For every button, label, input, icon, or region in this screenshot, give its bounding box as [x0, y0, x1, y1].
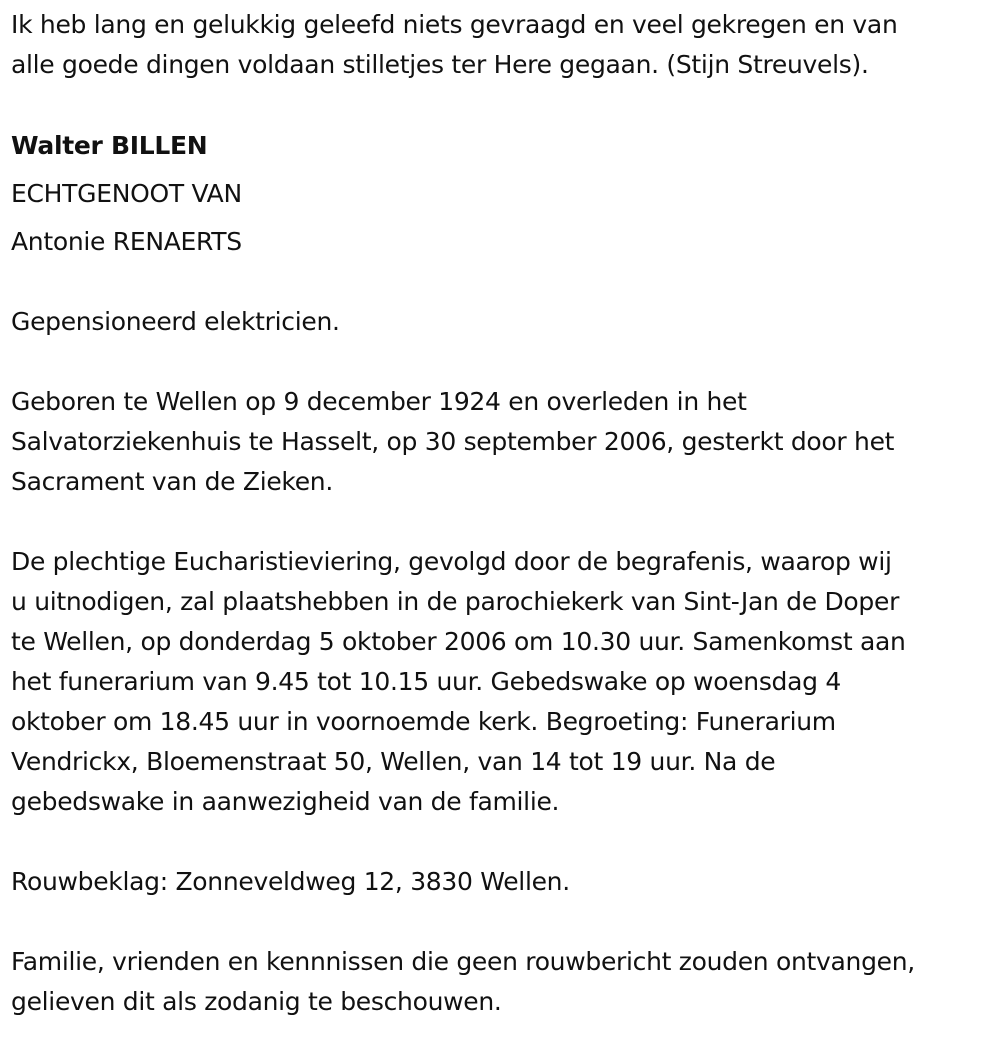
notice-line: gelieven dit als zodanig te beschouwen.	[11, 987, 502, 1016]
spouse-name: Antonie RENAERTS	[11, 227, 242, 256]
birth-death-paragraph	[11, 382, 996, 502]
ceremony-line: Vendrickx, Bloemenstraat 50, Wellen, van 14 tot 19 uur. Na de	[11, 747, 776, 776]
quote-line: alle goede dingen voldaan stilletjes ter Here gegaan. (Stijn Streuvels).	[11, 50, 869, 79]
condolence-address: Rouwbeklag: Zonneveldweg 12, 3830 Wellen.	[11, 867, 570, 896]
condolence-paragraph	[11, 862, 996, 902]
notice-paragraph	[11, 942, 996, 1022]
ceremony-line: het funerarium van 9.45 tot 10.15 uur. Gebedswake op woensdag 4	[11, 667, 841, 696]
birth-death-line: Salvatorziekenhuis te Hasselt, op 30 september 2006, gesterkt door het	[11, 427, 895, 456]
ceremony-line: te Wellen, op donderdag 5 oktober 2006 om 10.30 uur. Samenkomst aan	[11, 627, 906, 656]
deceased-name: Walter BILLEN	[11, 131, 208, 160]
ceremony-paragraph	[11, 542, 996, 822]
ceremony-line: gebedswake in aanwezigheid van de familie.	[11, 787, 560, 816]
occupation-text: Gepensioneerd elektricien.	[11, 307, 340, 336]
quote-line: Ik heb lang en gelukkig geleefd niets gevraagd en veel gekregen en van	[11, 10, 898, 39]
birth-death-line: Geboren te Wellen op 9 december 1924 en overleden in het	[11, 387, 747, 416]
ceremony-line: u uitnodigen, zal plaatshebben in de parochiekerk van Sint-Jan de Doper	[11, 587, 900, 616]
birth-death-line: Sacrament van de Zieken.	[11, 467, 333, 496]
notice-line: Familie, vrienden en kennnissen die geen rouwbericht zouden ontvangen,	[11, 947, 915, 976]
relation-label: ECHTGENOOT VAN	[11, 179, 242, 208]
occupation-paragraph	[11, 302, 996, 342]
deceased-block	[11, 122, 996, 266]
quote-paragraph	[11, 5, 996, 85]
ceremony-line: oktober om 18.45 uur in voornoemde kerk. Begroeting: Funerarium	[11, 707, 836, 736]
ceremony-line: De plechtige Eucharistieviering, gevolgd door de begrafenis, waarop wij	[11, 547, 892, 576]
